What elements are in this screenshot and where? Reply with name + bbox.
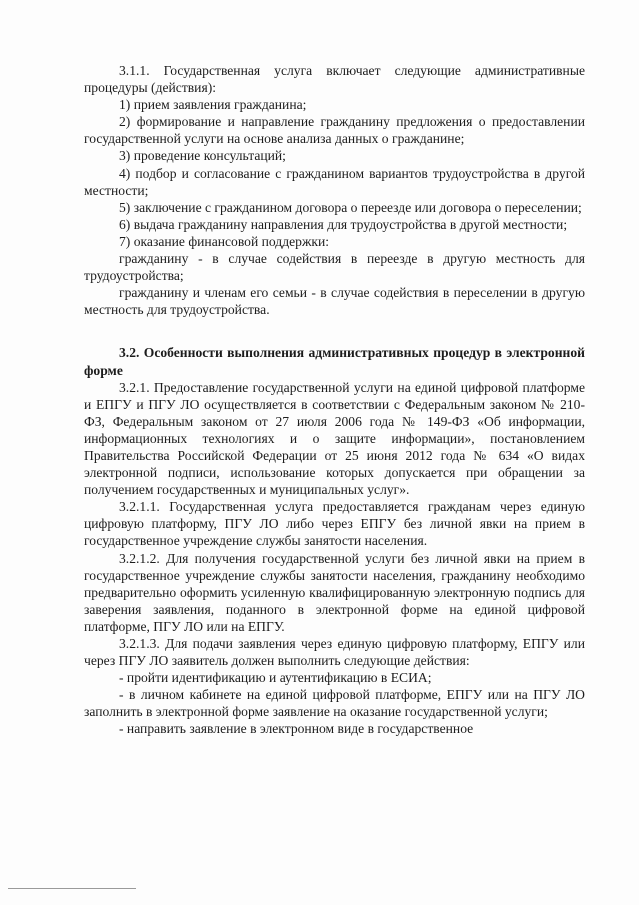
- list-item-4: 4) подбор и согласование с гражданином вариантов трудоустройства в другой местности;: [84, 165, 585, 198]
- list-item-5: 5) заключение с гражданином договора о переезде или договора о переселении;: [119, 199, 582, 215]
- section-heading-3-2: 3.2. Особенности выполнения административных процедур в электронной форме: [84, 345, 585, 378]
- action-item-1: - пройти идентификацию и аутентификацию в ЕСИА;: [119, 670, 432, 686]
- list-item-6: 6) выдача гражданину направления для трудоустройства в другой местности;: [119, 216, 568, 232]
- list-item-1: 1) прием заявления гражданина;: [119, 97, 307, 113]
- list-item-3: 3) проведение консультаций;: [119, 148, 286, 164]
- paragraph-3-2-1-2: 3.2.1.2. Для получения государственной услуги без личной явки на прием в государственное учреждение службы занятости населения, гражданину необходимо предварительно оформить усиленную квалифицированную электронную подпись для заверения заявления, поданного в электронной форме на единой цифровой платформе, ПГУ ЛО или на ЕПГУ.: [84, 550, 585, 634]
- action-item-2: - в личном кабинете на единой цифровой платформе, ЕПГУ или на ПГУ ЛО заполнить в электронной форме заявление на оказание государственной услуги;: [84, 687, 585, 720]
- list-item-7: 7) оказание финансовой поддержки:: [119, 233, 330, 249]
- sub-item-family: гражданину и членам его семьи - в случае содействия в переселении в другую местность для трудоустройства.: [84, 285, 585, 318]
- paragraph-3-1-1: 3.1.1. Государственная услуга включает следующие административные процедуры (действия):: [84, 63, 585, 96]
- footer-rule: [8, 888, 136, 889]
- paragraph-3-2-1: 3.2.1. Предоставление государственной услуги на единой цифровой платформе и ЕПГУ и ПГУ ЛО осуществляется в соответствии с Федеральным законом № 210-ФЗ, Федеральным законом от 27 июля 2006 года № 149-ФЗ «Об информации, информационных технологиях и о защите информации», постановлением Правительства Российской Федерации от 25 июня 2012 года № 634 «О видах электронной подписи, использование которых допускается при обращении за получением государственных и муниципальных услуг».: [84, 379, 585, 498]
- paragraph-3-2-1-1: 3.2.1.1. Государственная услуга предоставляется гражданам через единую цифровую платформу, ПГУ ЛО либо через ЕПГУ без личной явки на прием в государственное учреждение службы занятости населения.: [84, 499, 585, 549]
- paragraph-3-2-1-3: 3.2.1.3. Для подачи заявления через единую цифровую платформу, ЕПГУ или через ПГУ ЛО заявитель должен выполнить следующие действия:: [84, 636, 585, 669]
- list-item-2: 2) формирование и направление гражданину предложения о предоставлении государственной услуги на основе анализа данных о гражданине;: [84, 114, 585, 147]
- sub-item-citizen: гражданину - в случае содействия в переезде в другую местность для трудоустройства;: [84, 251, 585, 284]
- action-item-3: - направить заявление в электронном виде в государственное: [119, 721, 474, 737]
- document-body: [84, 62, 585, 738]
